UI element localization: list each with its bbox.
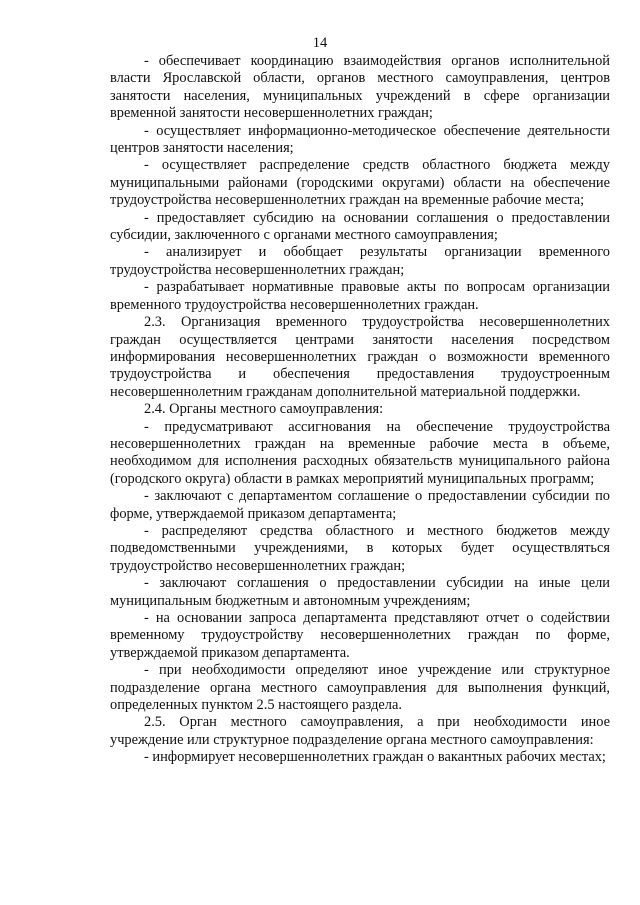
paragraph: - при необходимости определяют иное учреждение или структурное подразделение органа местного самоуправления для выполнения функций, определенных пунктом 2.5 настоящего раздела.	[110, 662, 610, 714]
paragraph: - предусматривают ассигнования на обеспечение трудоустройства несовершеннолетних граждан на временные рабочие места в объеме, необходимом для исполнения расходных обязательств муниципального района (городского округа) области в рамках мероприятий муниципальных программ;	[110, 418, 610, 487]
paragraph: 2.3. Организация временного трудоустройства несовершеннолетних граждан осуществляется центрами занятости населения посредством информирования несовершеннолетних граждан о возможности временного трудоустройства и обеспечения предоставления трудоустроенным несовершеннолетним гражданам дополнительной материальной поддержки.	[110, 314, 610, 400]
document-body	[110, 53, 610, 767]
paragraph: - заключают соглашения о предоставлении субсидии на иные цели муниципальным бюджетным и автономным учреждениям;	[110, 575, 610, 609]
paragraph: - информирует несовершеннолетних граждан о вакантных рабочих местах;	[144, 749, 606, 766]
page-number: 14	[312, 35, 328, 51]
paragraph: - на основании запроса департамента представляют отчет о содействии временному трудоустройству несовершеннолетних граждан по форме, утверждаемой приказом департамента.	[110, 610, 610, 661]
paragraph: 2.5. Орган местного самоуправления, а при необходимости иное учреждение или структурное подразделение органа местного самоуправления:	[110, 714, 610, 748]
paragraph: - осуществляет информационно-методическое обеспечение деятельности центров занятости населения;	[110, 122, 610, 157]
paragraph: - распределяют средства областного и местного бюджетов между подведомственными учреждениями, в которых будет осуществляться трудоустройство несовершеннолетних граждан;	[110, 522, 610, 574]
paragraph: - разрабатывает нормативные правовые акты по вопросам организации временного трудоустройства несовершеннолетних граждан.	[110, 279, 610, 313]
paragraph: - обеспечивает координацию взаимодействия органов исполнительной власти Ярославской области, органов местного самоуправления, центров занятости населения, муниципальных учреждений в сфере организации временной занятости несовершеннолетних граждан;	[110, 53, 610, 122]
paragraph: - заключают с департаментом соглашение о предоставлении субсидии по форме, утверждаемой приказом департамента;	[110, 488, 610, 522]
paragraph: - осуществляет распределение средств областного бюджета между муниципальными районами (городскими округами) области на обеспечение трудоустройства несовершеннолетних граждан на временные рабочие места;	[110, 157, 610, 209]
paragraph: - предоставляет субсидию на основании соглашения о предоставлении субсидии, заключенного с органами местного самоуправления;	[110, 209, 610, 244]
paragraph: - анализирует и обобщает результаты организации временного трудоустройства несовершеннолетних граждан;	[110, 244, 610, 278]
paragraph: 2.4. Органы местного самоуправления:	[144, 401, 384, 418]
